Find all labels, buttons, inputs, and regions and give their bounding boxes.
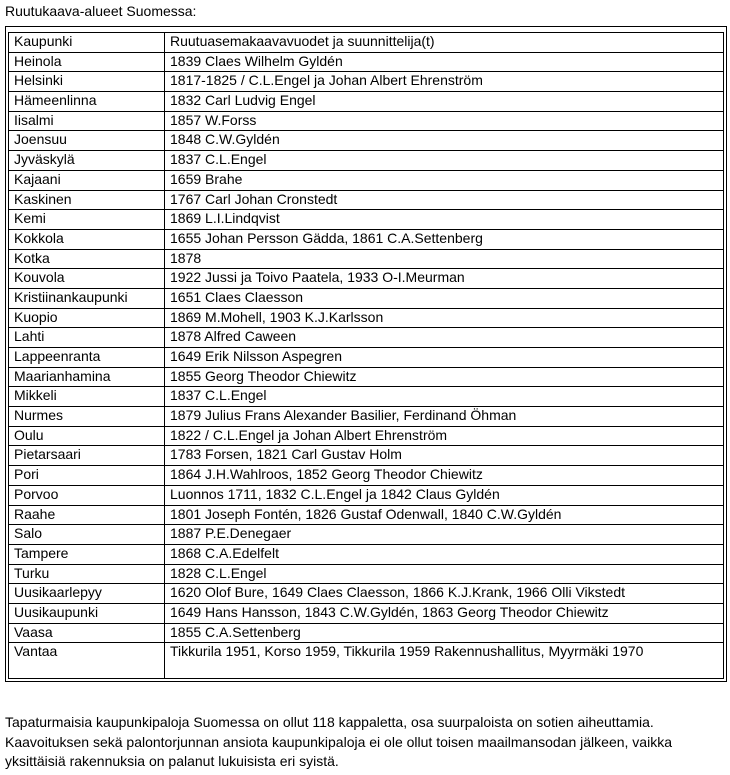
plan-cell: 1649 Erik Nilsson Aspegren [165,348,724,368]
plan-cell: 1848 C.W.Gyldén [165,131,724,151]
plan-cell: 1655 Johan Persson Gädda, 1861 C.A.Settenberg [165,229,724,249]
table-row [9,269,724,289]
plan-cell: 1783 Forsen, 1821 Carl Gustav Holm [165,446,724,466]
plan-cell: 1869 L.I.Lindqvist [165,210,724,230]
table-row [9,466,724,486]
table-row [9,584,724,604]
table-row [9,52,724,72]
table-row [9,210,724,230]
city-cell: Maarianhamina [9,367,165,387]
table-row [9,92,724,112]
table-row [9,131,724,151]
city-cell: Jyväskylä [9,151,165,171]
plan-cell: 1828 C.L.Engel [165,564,724,584]
plan-cell: 1887 P.E.Denegaer [165,525,724,545]
city-cell: Kemi [9,210,165,230]
plan-cell: 1857 W.Forss [165,111,724,131]
table-row [9,111,724,131]
plan-cell: 1767 Carl Johan Cronstedt [165,190,724,210]
city-cell: Uusikaarlepyy [9,584,165,604]
plan-cell: Tikkurila 1951, Korso 1959, Tikkurila 1959 Rakennushallitus, Myyrmäki 1970 [165,643,724,679]
city-cell: Pori [9,466,165,486]
table-row [9,446,724,466]
table-row [9,623,724,643]
city-cell: Mikkeli [9,387,165,407]
plan-cell: 1817-1825 / C.L.Engel ja Johan Albert Ehrenström [165,72,724,92]
table-row [9,367,724,387]
plan-cell: 1879 Julius Frans Alexander Basilier, Ferdinand Öhman [165,407,724,427]
city-cell: Kajaani [9,170,165,190]
table-row [9,564,724,584]
city-cell: Kristiinankaupunki [9,288,165,308]
table-row [9,407,724,427]
plan-cell: 1922 Jussi ja Toivo Paatela, 1933 O-I.Meurman [165,269,724,289]
plan-cell: 1869 M.Mohell, 1903 K.J.Karlsson [165,308,724,328]
city-cell: Helsinki [9,72,165,92]
plan-cell: 1868 C.A.Edelfelt [165,544,724,564]
plan-cell: 1878 Alfred Caween [165,328,724,348]
city-cell: Kouvola [9,269,165,289]
city-cell: Lappeenranta [9,348,165,368]
city-cell: Heinola [9,52,165,72]
table-row [9,525,724,545]
city-cell: Salo [9,525,165,545]
city-cell: Joensuu [9,131,165,151]
table-row [9,151,724,171]
table-row [9,190,724,210]
plan-cell: 1855 Georg Theodor Chiewitz [165,367,724,387]
table-row [9,643,724,679]
table-row [9,249,724,269]
city-cell: Tampere [9,544,165,564]
table-row [9,603,724,623]
city-cell: Porvoo [9,485,165,505]
table-row [9,229,724,249]
plan-cell: 1649 Hans Hansson, 1843 C.W.Gyldén, 1863 Georg Theodor Chiewitz [165,603,724,623]
city-cell: Iisalmi [9,111,165,131]
city-cell: Uusikaupunki [9,603,165,623]
city-cell: Lahti [9,328,165,348]
plan-cell: 1855 C.A.Settenberg [165,623,724,643]
document-title: Ruutukaava-alueet Suomessa: [5,3,197,19]
plan-cell: 1837 C.L.Engel [165,151,724,171]
city-cell: Raahe [9,505,165,525]
city-cell: Kokkola [9,229,165,249]
city-cell: Turku [9,564,165,584]
table-row [9,72,724,92]
plan-cell: 1839 Claes Wilhelm Gyldén [165,52,724,72]
city-cell: Kaskinen [9,190,165,210]
city-cell: Vaasa [9,623,165,643]
city-cell: Hämeenlinna [9,92,165,112]
plan-cell: 1620 Olof Bure, 1649 Claes Claesson, 1866 K.J.Krank, 1966 Olli Vikstedt [165,584,724,604]
table-row [9,426,724,446]
table-header-row [9,33,724,53]
table-row [9,387,724,407]
table-frame [5,26,727,682]
plan-cell: 1659 Brahe [165,170,724,190]
table-row [9,505,724,525]
table-row [9,288,724,308]
header-plan-years: Ruutuasemakaavavuodet ja suunnittelija(t) [165,33,724,53]
plan-cell: 1651 Claes Claesson [165,288,724,308]
city-cell: Oulu [9,426,165,446]
header-city: Kaupunki [9,33,165,53]
grid-plan-table [8,32,724,679]
plan-cell: 1837 C.L.Engel [165,387,724,407]
table-row [9,170,724,190]
city-cell: Nurmes [9,407,165,427]
plan-cell: Luonnos 1711, 1832 C.L.Engel ja 1842 Claus Gyldén [165,485,724,505]
city-cell: Pietarsaari [9,446,165,466]
city-cell: Kuopio [9,308,165,328]
plan-cell: 1822 / C.L.Engel ja Johan Albert Ehrenström [165,426,724,446]
city-cell: Vantaa [9,643,165,679]
plan-cell: 1832 Carl Ludvig Engel [165,92,724,112]
table-row [9,328,724,348]
plan-cell: 1801 Joseph Fontén, 1826 Gustaf Odenwall, 1840 C.W.Gyldén [165,505,724,525]
table-row [9,308,724,328]
table-row [9,348,724,368]
table-row [9,485,724,505]
plan-cell: 1878 [165,249,724,269]
city-cell: Kotka [9,249,165,269]
body-paragraph: Tapaturmaisia kaupunkipaloja Suomessa on ollut 118 kappaletta, osa suurpaloista on sotien aiheuttamia. Kaavoituksen sekä palontorjunnan ansiota kaupunkipaloja ei ole ollut toisen maailmansodan jälkeen, vaikka yksittäisiä rakennuksia on palanut lukuisista eri syistä. [5,714,672,769]
table-row [9,544,724,564]
plan-cell: 1864 J.H.Wahlroos, 1852 Georg Theodor Chiewitz [165,466,724,486]
